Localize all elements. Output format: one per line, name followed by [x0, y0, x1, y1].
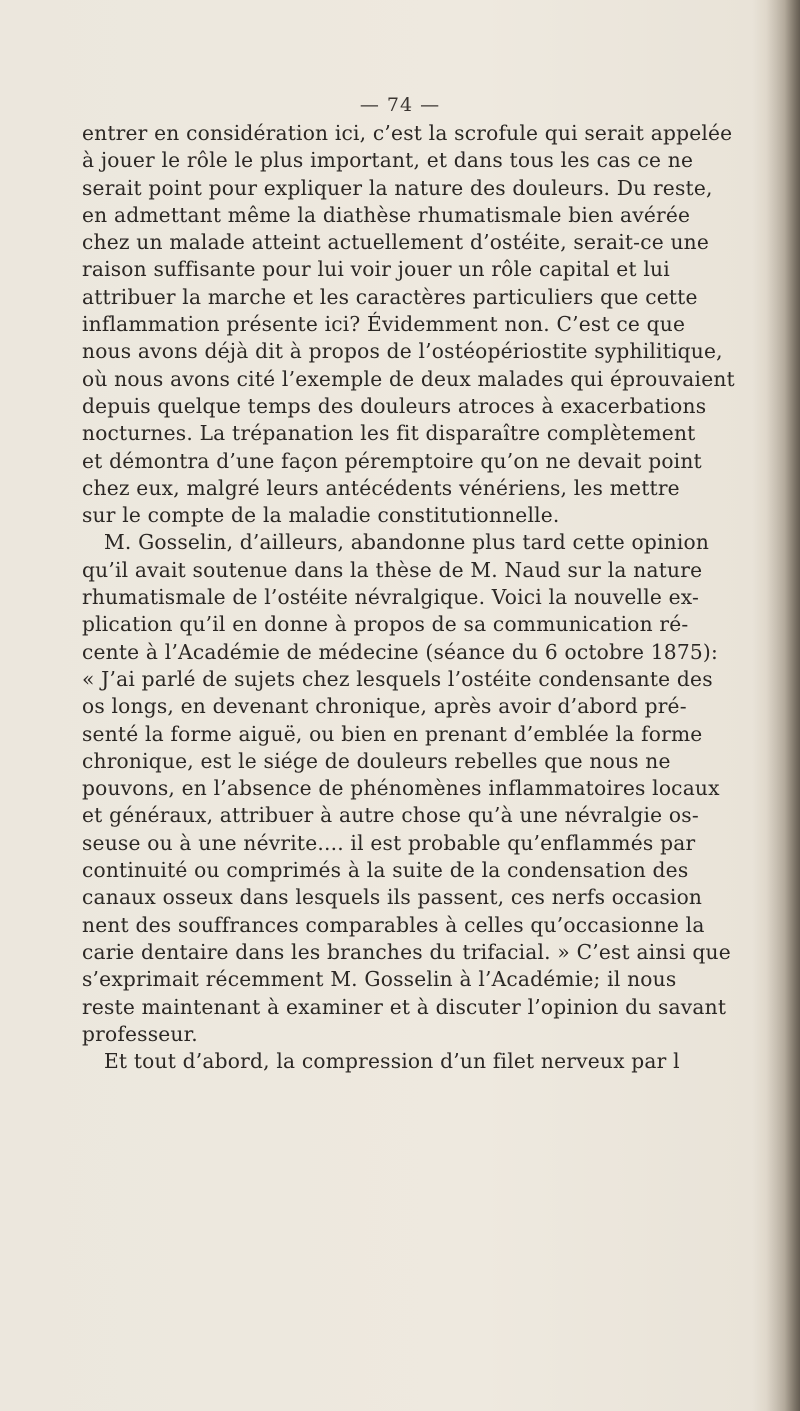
paragraph-start-line: Et tout d’abord, la compression d’un filet nerveux par l	[104, 1049, 680, 1074]
text-line: entrer en considération ici, c’est la scrofule qui serait appelée	[82, 121, 733, 145]
text-line: seuse ou à une névrite.... il est probable qu’enflammés par	[82, 830, 696, 855]
text-line: s’exprimait récemment M. Gosselin à l’Académie; il nous	[82, 967, 677, 992]
text-line: plication qu’il en donne à propos de sa communication ré-	[82, 612, 689, 637]
body-text	[82, 120, 778, 1075]
text-line: continuité ou comprimés à la suite de la condensation des	[82, 858, 689, 883]
text-line: serait point pour expliquer la nature des douleurs. Du reste,	[82, 175, 713, 200]
text-line: carie dentaire dans les branches du trifacial. » C’est ainsi que	[82, 939, 731, 964]
text-line: chronique, est le siége de douleurs rebelles que nous ne	[82, 748, 671, 773]
page-number: — 74 —	[359, 94, 441, 116]
text-line: à jouer le rôle le plus important, et dans tous les cas ce ne	[82, 148, 694, 173]
text-line: et généraux, attribuer à autre chose qu’à une névralgie os-	[82, 803, 699, 828]
paragraph-start-line: M. Gosselin, d’ailleurs, abandonne plus tard cette opinion	[104, 530, 710, 555]
text-line: professeur.	[82, 1021, 198, 1046]
text-line: reste maintenant à examiner et à discuter l’opinion du savant	[82, 994, 727, 1019]
text-line: pouvons, en l’absence de phénomènes inflammatoires locaux	[82, 776, 720, 801]
text-line: rhumatismale de l’ostéite névralgique. Voici la nouvelle ex-	[82, 585, 700, 610]
text-line: où nous avons cité l’exemple de deux malades qui éprouvaient	[82, 366, 735, 391]
text-line: nocturnes. La trépanation les fit disparaître complètement	[82, 421, 696, 446]
text-line: nent des souffrances comparables à celles qu’occasionne la	[82, 912, 705, 937]
text-line: os longs, en devenant chronique, après avoir d’abord pré-	[82, 694, 687, 719]
text-line: canaux osseux dans lesquels ils passent, ces nerfs occasion	[82, 885, 703, 910]
text-line: senté la forme aiguë, ou bien en prenant d’emblée la forme	[82, 721, 703, 746]
text-line: en admettant même la diathèse rhumatismale bien avérée	[82, 202, 691, 227]
text-line: cente à l’Académie de médecine (séance du 6 octobre 1875):	[82, 639, 718, 664]
text-line: attribuer la marche et les caractères particuliers que cette	[82, 284, 698, 309]
text-line: et démontra d’une façon péremptoire qu’on ne devait point	[82, 448, 702, 473]
text-line: nous avons déjà dit à propos de l’ostéopériostite syphilitique,	[82, 339, 723, 364]
text-line: qu’il avait soutenue dans la thèse de M. Naud sur la nature	[82, 557, 703, 582]
text-line: chez un malade atteint actuellement d’ostéite, serait-ce une	[82, 230, 710, 255]
text-line: depuis quelque temps des douleurs atroces à exacerbations	[82, 393, 707, 418]
text-line: chez eux, malgré leurs antécédents vénériens, les mettre	[82, 475, 680, 500]
text-line: sur le compte de la maladie constitutionnelle.	[82, 503, 560, 528]
text-line: inflammation présente ici? Évidemment non. C’est ce que	[82, 312, 686, 337]
text-line: « J’ai parlé de sujets chez lesquels l’ostéite condensante des	[82, 666, 713, 691]
text-line: raison suffisante pour lui voir jouer un rôle capital et lui	[82, 257, 670, 282]
